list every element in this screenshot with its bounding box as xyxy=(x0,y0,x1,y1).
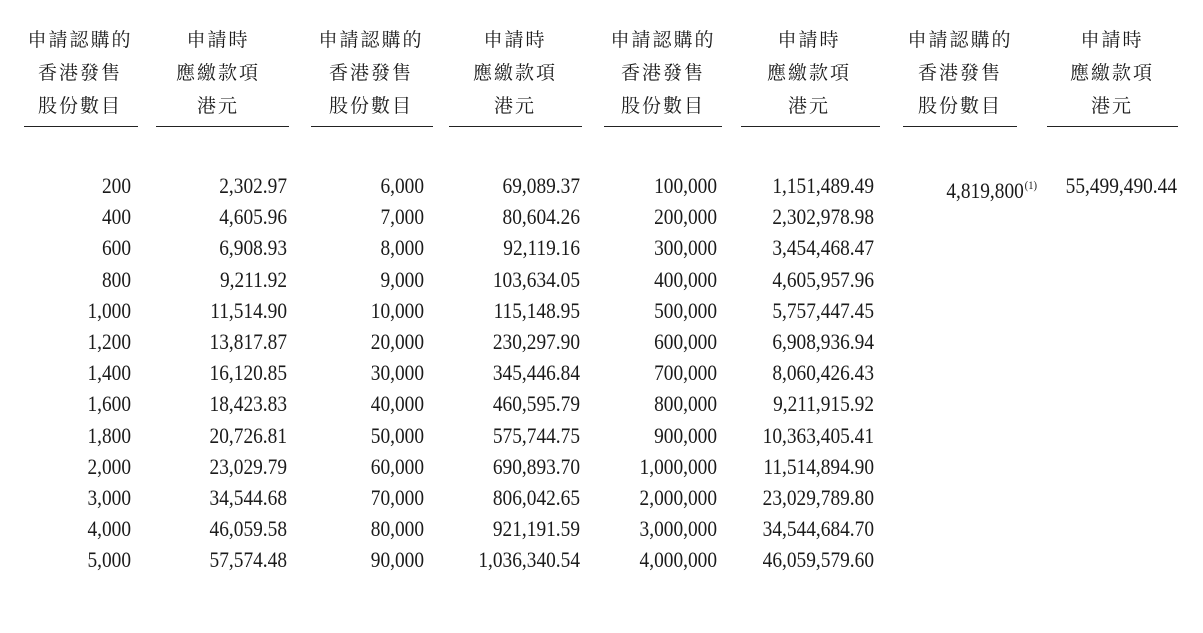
header-underline xyxy=(156,126,289,127)
table-cell: 460,595.79 xyxy=(492,391,580,417)
table-cell: 3,454,468.47 xyxy=(772,235,874,261)
table-cell: 9,211,915.92 xyxy=(773,391,874,417)
table-cell: 6,908,936.94 xyxy=(772,328,874,354)
column-header-6 xyxy=(739,24,879,123)
header-underline xyxy=(903,126,1017,127)
table-cell: 2,302,978.98 xyxy=(772,204,874,230)
table-cell: 5,000 xyxy=(87,547,131,573)
header-line: 應繳款項 xyxy=(766,62,851,84)
table-cell: 92,119.16 xyxy=(503,235,580,261)
table-cell: 4,000,000 xyxy=(639,547,717,573)
header-line: 申請認購的 xyxy=(907,29,1013,51)
table-cell: 10,000 xyxy=(370,297,424,323)
table-cell: 90,000 xyxy=(370,547,424,573)
table-cell: 600,000 xyxy=(654,328,717,354)
table-cell: 806,042.65 xyxy=(492,484,580,510)
table-cell: 50,000 xyxy=(370,422,424,448)
table-cell: 400,000 xyxy=(654,266,717,292)
table-cell: 1,600 xyxy=(87,391,131,417)
header-underline xyxy=(1047,126,1178,127)
table-cell: 500,000 xyxy=(654,297,717,323)
header-underline xyxy=(449,126,582,127)
column-header-1 xyxy=(10,24,150,123)
header-underline xyxy=(604,126,722,127)
table-cell: 13,817.87 xyxy=(209,328,287,354)
table-cell: 34,544.68 xyxy=(209,484,287,510)
column-header-2 xyxy=(148,24,288,123)
footnote-marker: (1) xyxy=(1024,178,1037,192)
table-cell: 7,000 xyxy=(380,204,424,230)
table-cell: 100,000 xyxy=(654,173,717,198)
table-cell: 1,200 xyxy=(87,328,131,354)
table-cell: 3,000,000 xyxy=(639,516,717,542)
table-cell: 921,191.59 xyxy=(492,516,580,542)
table-cell: 230,297.90 xyxy=(492,328,580,354)
header-line: 香港發售 xyxy=(620,62,705,84)
table-cell: 9,000 xyxy=(380,266,424,292)
table-cell: 80,000 xyxy=(370,516,424,542)
table-cell: 11,514.90 xyxy=(210,297,287,323)
header-line: 應繳款項 xyxy=(175,62,260,84)
header-underline xyxy=(24,126,138,127)
amount-col-4 xyxy=(977,170,1177,201)
table-cell: 57,574.48 xyxy=(209,547,287,573)
table-cell: 1,036,340.54 xyxy=(478,547,580,573)
column-header-8 xyxy=(1042,24,1182,123)
table-cell: 1,400 xyxy=(87,360,131,386)
table-cell: 3,000 xyxy=(87,484,131,510)
table-cell: 115,148.95 xyxy=(493,297,580,323)
header-line: 申請認購的 xyxy=(318,29,424,51)
table-cell: 345,446.84 xyxy=(492,360,580,386)
table-cell: 575,744.75 xyxy=(492,422,580,448)
table-cell: 5,757,447.45 xyxy=(772,297,874,323)
table-cell: 46,059,579.60 xyxy=(762,547,874,573)
header-line: 申請時 xyxy=(1080,29,1144,51)
header-line: 港元 xyxy=(493,95,536,117)
table-cell: 800,000 xyxy=(654,391,717,417)
amount-col-3 xyxy=(674,170,874,575)
header-line: 香港發售 xyxy=(328,62,413,84)
table-cell: 1,800 xyxy=(87,422,131,448)
header-line: 應繳款項 xyxy=(472,62,557,84)
table-cell: 600 xyxy=(101,235,131,261)
table-cell: 300,000 xyxy=(654,235,717,261)
header-line: 香港發售 xyxy=(37,62,122,84)
header-line: 申請認購的 xyxy=(27,29,133,51)
table-cell: 4,605,957.96 xyxy=(772,266,874,292)
header-underline xyxy=(311,126,433,127)
table-cell: 11,514,894.90 xyxy=(763,453,874,479)
table-cell: 46,059.58 xyxy=(209,516,287,542)
table-cell: 10,363,405.41 xyxy=(762,422,874,448)
table-cell: 800 xyxy=(101,266,131,292)
table-cell: 700,000 xyxy=(654,360,717,386)
table-cell: 55,499,490.44 xyxy=(1065,173,1177,198)
header-line: 應繳款項 xyxy=(1069,62,1154,84)
table-cell: 23,029.79 xyxy=(209,453,287,479)
table-cell: 23,029,789.80 xyxy=(762,484,874,510)
table-cell: 6,908.93 xyxy=(219,235,287,261)
table-cell: 34,544,684.70 xyxy=(762,516,874,542)
table-cell: 103,634.05 xyxy=(492,266,580,292)
header-line: 股份數目 xyxy=(620,95,705,117)
table-cell: 690,893.70 xyxy=(492,453,580,479)
table-cell: 20,726.81 xyxy=(209,422,287,448)
header-line: 港元 xyxy=(787,95,830,117)
table-cell: 4,000 xyxy=(87,516,131,542)
table-cell: 4,605.96 xyxy=(219,204,287,230)
table-cell: 20,000 xyxy=(370,328,424,354)
table-cell: 900,000 xyxy=(654,422,717,448)
table-cell: 69,089.37 xyxy=(502,173,580,198)
table-cell: 200 xyxy=(101,173,131,198)
header-line: 申請時 xyxy=(483,29,547,51)
table-cell: 9,211.92 xyxy=(219,266,287,292)
table-cell: 1,000 xyxy=(87,297,131,323)
column-header-5 xyxy=(593,24,733,123)
table-cell: 70,000 xyxy=(370,484,424,510)
column-header-7 xyxy=(890,24,1030,123)
table-cell: 8,060,426.43 xyxy=(772,360,874,386)
table-cell: 8,000 xyxy=(380,235,424,261)
table-cell: 18,423.83 xyxy=(209,391,287,417)
header-line: 股份數目 xyxy=(37,95,122,117)
header-line: 股份數目 xyxy=(917,95,1002,117)
header-line: 港元 xyxy=(1090,95,1133,117)
table-cell: 4,819,800$^{(1)}$ xyxy=(946,178,1037,203)
table-cell: 6,000 xyxy=(380,173,424,198)
table-cell: 1,000,000 xyxy=(639,453,717,479)
column-header-3 xyxy=(301,24,441,123)
table-cell: 1,151,489.49 xyxy=(772,173,874,198)
header-line: 港元 xyxy=(196,95,239,117)
table-cell: 2,000,000 xyxy=(639,484,717,510)
header-line: 香港發售 xyxy=(917,62,1002,84)
header-underline xyxy=(741,126,880,127)
table-cell: 2,000 xyxy=(87,453,131,479)
table-cell: 60,000 xyxy=(370,453,424,479)
header-line: 股份數目 xyxy=(328,95,413,117)
table-cell: 30,000 xyxy=(370,360,424,386)
table-cell: 16,120.85 xyxy=(209,360,287,386)
table-cell: 80,604.26 xyxy=(502,204,580,230)
table-cell: 2,302.97 xyxy=(219,173,287,198)
table-cell: 400 xyxy=(101,204,131,230)
header-line: 申請時 xyxy=(186,29,250,51)
header-line: 申請時 xyxy=(777,29,841,51)
table-cell: 40,000 xyxy=(370,391,424,417)
header-line: 申請認購的 xyxy=(610,29,716,51)
table-cell: 200,000 xyxy=(654,204,717,230)
column-header-4 xyxy=(445,24,585,123)
